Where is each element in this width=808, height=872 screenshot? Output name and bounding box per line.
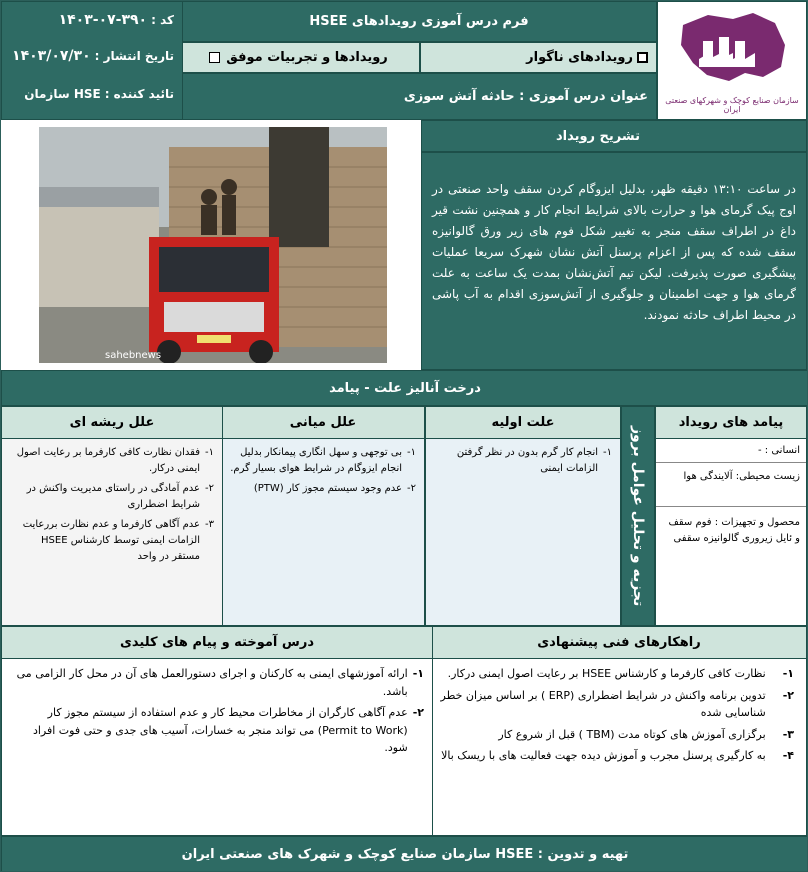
consequences-heading: پیامد های رویداد	[656, 407, 806, 439]
vertical-analysis-label: تجزیه و تحلیل عوامل بروز	[621, 406, 655, 626]
logo-caption: سازمان صنایع کوچک و شهرکهای صنعتی ایران	[665, 96, 799, 114]
lessons-list	[2, 659, 432, 767]
intermediate-causes-heading: علل میانی	[222, 407, 424, 439]
list-item: ۴- به کارگیری پرسنل مجرب و آموزش دیده جهت فعالیت های با ریسک بالا	[441, 749, 794, 763]
recommendations-panel	[431, 626, 807, 836]
primary-cause-column	[425, 406, 621, 626]
analysis-tree-title: درخت آنالیز علت - پیامد	[1, 370, 808, 406]
fire-truck-scene-icon	[39, 127, 387, 363]
primary-cause-list	[426, 439, 620, 487]
intermediate-causes-list	[222, 439, 424, 507]
meta-panel	[1, 1, 183, 120]
consequence-equipment: محصول و تجهیزات : فوم سقف و ئایل زیروری گالوانیزه سقفی	[668, 517, 800, 544]
primary-cause-heading: علت اولیه	[426, 407, 620, 439]
approver-row: تائید کننده : HSE سازمان	[24, 87, 174, 101]
root-causes-list	[2, 439, 222, 575]
list-item: ۲- عدم آگاهی کارگران از مخاطرات محیط کار و عدم استفاده از سیستم مجوز کار (Permit to Work) می تواند منجر به خسارات، آسیب های جدی و حتی فوت افراد شود.	[32, 706, 424, 755]
list-item: ۱- بی توجهی و سهل انگاری پیمانکار بدلیل انجام ایزوگام در شرایط هوای بسیار گرم.	[230, 447, 416, 474]
list-item: ۱- فقدان نظارت کافی کارفرما بر رعایت اصول ایمنی درکار.	[16, 447, 214, 474]
success-option[interactable]: رویدادها و تجربیات موفق	[181, 42, 420, 73]
recommendations-heading: راهکارهای فنی پیشنهادی	[432, 627, 806, 659]
logo-panel	[657, 1, 807, 120]
list-item: ۱- نظارت کافی کارفرما و کارشناس HSEE بر رعایت اصول ایمنی درکار.	[447, 667, 794, 680]
list-item: ۲- عدم آمادگی در راستای مدیریت واکنش در شرایط اضطراری	[26, 483, 214, 510]
list-item: ۳- برگزاری آموزش های کوتاه مدت (TBM ) قبل از شروع کار	[498, 727, 794, 741]
lesson-title: عنوان درس آموزی : حادثه آتش سوزی	[181, 73, 657, 120]
lessons-panel	[1, 626, 433, 836]
incident-option[interactable]: رویدادهای ناگوار	[420, 42, 657, 73]
publish-date-row: تاریخ انتشار : ۱۴۰۳/۰۷/۳۰	[12, 48, 174, 64]
list-item: ۲- عدم وجود سیستم مجوز کار (PTW)	[253, 483, 416, 494]
list-item: ۲- تدوین برنامه واکنش در شرایط اضطراری (ERP ) بر اساس میزان خطر شناسایی شده	[440, 688, 794, 720]
root-causes-heading: علل ریشه ای	[2, 407, 222, 439]
incident-photo	[39, 127, 387, 363]
incident-checkbox[interactable]	[637, 52, 648, 63]
list-item: ۳- عدم آگاهی کارفرما و عدم نظارت بررعایت الزامات ایمنی توسط کارشناس HSEE مستقر در واحد	[22, 519, 214, 562]
consequences-column	[655, 406, 807, 626]
code-row: کد : ۱۴۰۳-۰۷-۳۹۰	[58, 12, 174, 28]
consequence-environment: زیست محیطی: آلایندگی هوا	[656, 463, 806, 507]
success-checkbox[interactable]	[209, 52, 220, 63]
list-item: ۱- انجام کار گرم بدون در نظر گرفتن الزامات ایمنی	[456, 447, 612, 474]
form-title: فرم درس آموزی رویدادهای HSEE	[181, 1, 657, 42]
description-text: در ساعت ۱۳:۱۰ دقیقه ظهر، بدلیل ایزوگام کردن سقف واحد صنعتی در اوج پیک گرمای هوا و حرارت بالای شرایط انجام کار و همچنین نشت قیر داغ در اطراف سقف منجر به تغییر شکل فوم های زیر ورق گالوانیزه سقف شده که پس از اعزام پرسنل آتش نشان شهرک سریعا عملیات پیشگیری صورت پذیرفت. لیکن تیم آتش‌نشان بمدت یک ساعت به علت گرمای هوا و جهت اطمینان و جلوگیری از آتش‌سوزی اقدام به آب پاشی در محیط اطراف حادثه نمودند.	[421, 152, 807, 370]
consequence-human: انسانی : -	[656, 439, 806, 463]
footer-credit: تهیه و تدوین : HSEE سازمان صنایع کوچک و شهرک های صنعتی ایران	[1, 836, 808, 872]
photo-watermark: sahebnews	[105, 350, 162, 361]
list-item: ۱- ارائه آموزشهای ایمنی به کارکنان و اجرای دستورالعمل های آن در محل کار الزامی می باشد.	[16, 667, 424, 698]
lessons-heading: درس آموخته و پیام های کلیدی	[2, 627, 432, 659]
recommendations-list	[432, 659, 806, 775]
intermediate-causes-column	[221, 406, 425, 626]
root-causes-column	[1, 406, 223, 626]
description-heading: تشریح رویداد	[421, 120, 807, 152]
